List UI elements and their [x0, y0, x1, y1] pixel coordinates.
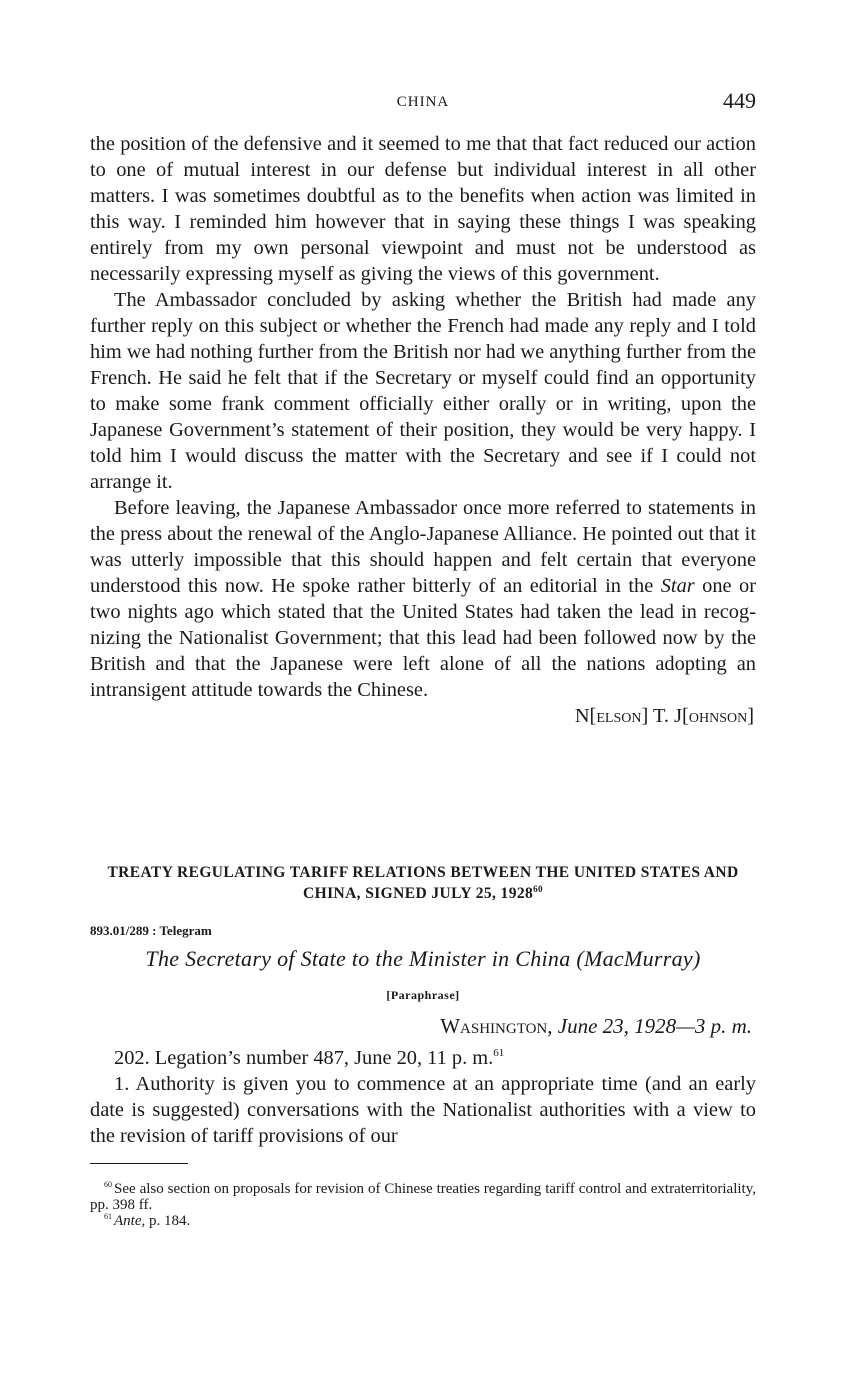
- footnote-divider: [90, 1163, 188, 1164]
- paragraph-2: The Ambassador concluded by asking whether the British had made any further reply on this subject or whether the French had made any reply and I told him we had nothing further from the British nor had we anything further from the French. He said he felt that if the Secretary or myself could find an opportunity to make some frank comment officially either orally or in writing, upon the Japanese Government’s statement of their position, they would be very happy. I told him I would discuss the matter with the Secretary and see if I could not arrange it.: [90, 289, 756, 493]
- paraphrase-label: [Paraphrase]: [386, 988, 460, 1002]
- footnote-61: $^{61}$ Ante, p. 184.: [104, 1212, 191, 1229]
- running-head: [90, 88, 756, 118]
- paragraph-3-part-2: one or two nights ago which stated that the United States had taken the lead in recognizing the Nationalist Government; that this lead had been followed now by the British and that the Japanese were left alone of all the nations adopting an intransigent attitude towards the Chinese.: [90, 575, 756, 701]
- dateline-place: Washington,: [440, 1014, 553, 1038]
- telegram-line-1: 202. Legation’s number 487, June 20, 11 p. m.$^{61}$: [114, 1047, 505, 1069]
- footnotes: [90, 1181, 756, 1229]
- telegram-text: [90, 1045, 756, 1149]
- body-text: [90, 131, 756, 729]
- paragraph-3: [90, 495, 756, 703]
- telegram-paragraph-1: 1. Authority is given you to commence at an appropriate time (and an early date is suggested) conversations with the Nationalist authorities with a view to the revision of tariff provisions of our: [90, 1073, 756, 1147]
- footnote-ref-61[interactable]: 61: [493, 1047, 505, 1060]
- document-title: The Secretary of State to the Minister in China (MacMurray): [145, 946, 701, 971]
- section-heading-text: TREATY REGULATING TARIFF RELATIONS BETWEEN THE UNITED STATES AND CHINA, SIGNED JULY 25, 1928: [107, 864, 739, 902]
- newspaper-name: Star: [660, 575, 695, 597]
- running-title: CHINA: [396, 94, 450, 110]
- section-heading: [90, 862, 756, 904]
- dateline-date: June 23, 1928—3 p. m.: [557, 1014, 752, 1038]
- signature: N[elson] T. J[ohnson]: [574, 705, 754, 727]
- paragraph-1: the position of the defensive and it seemed to me that that fact reduced our action to one of mutual interest in our defense but individual interest in all other matters. I was sometimes doubtful as to the benefits when action was limited in this way. I reminded him however that in saying these things I was speaking entirely from my own personal viewpoint and must not be understood as necessarily expressing myself as giving the views of this government.: [90, 133, 756, 285]
- dateline: [440, 1014, 752, 1039]
- page-number: 449: [723, 88, 756, 113]
- file-reference: 893.01/289 : Telegram: [90, 923, 212, 938]
- paragraph-3-part-1: Before leaving, the Japanese Ambassador once more referred to statements in the press about the renewal of the Anglo-Japanese Alliance. He pointed out that it was utterly impossible that this should happen and felt certain that everyone understood this now. He spoke rather bitterly of an editorial in the: [90, 497, 756, 597]
- footnote-60: $^{60}$ See also section on proposals for revision of Chinese treaties regarding tariff control and extraterritoriality, pp. 398 ff.: [90, 1180, 756, 1213]
- footnote-ref-60[interactable]: 60: [533, 883, 543, 894]
